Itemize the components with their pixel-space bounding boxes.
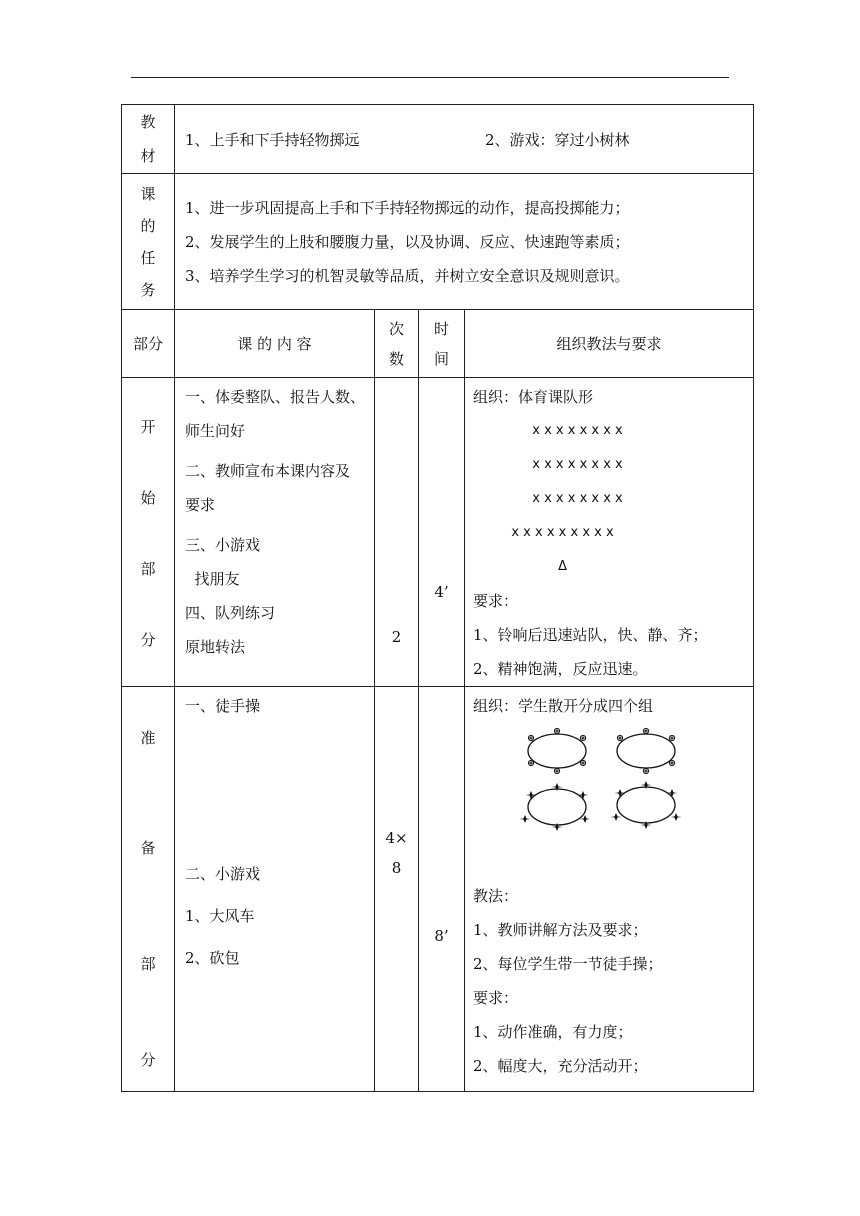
material-label <box>122 105 175 174</box>
column-header-row <box>122 310 754 378</box>
prep-label-char: 准 <box>140 729 156 747</box>
start-times: 2 <box>375 378 419 687</box>
prep-times-part: 8 <box>391 859 402 877</box>
header-times-char: 次 <box>388 319 404 338</box>
prep-method-title: 教法： <box>473 887 519 905</box>
start-section-row <box>122 378 754 687</box>
prep-req-line: 2、幅度大，充分活动开； <box>473 1057 648 1075</box>
prep-method-line: 2、每位学生带一节徒手操； <box>473 955 663 973</box>
task-label-char: 的 <box>140 216 156 235</box>
start-req-line: 2、精神饱满，反应迅速。 <box>473 660 648 678</box>
start-content-line: 原地转法 <box>185 638 246 656</box>
material-label-char: 材 <box>140 147 156 165</box>
task-row <box>122 174 754 310</box>
prep-content-line: 1、大风车 <box>185 907 255 925</box>
class-formation <box>473 414 747 584</box>
student-marks-top <box>528 728 674 773</box>
formation-row: x x x x x x x x <box>532 423 623 438</box>
task-label <box>122 174 175 310</box>
prep-req-line: 1、动作准确，有力度； <box>473 1023 633 1041</box>
prep-req-title: 要求： <box>473 989 519 1007</box>
header-duration <box>419 310 465 378</box>
prep-label-char: 备 <box>140 839 156 857</box>
start-org-title: 组织：体育课队形 <box>473 388 594 406</box>
start-label <box>122 378 175 687</box>
task-line: 1、进一步巩固提高上手和下手持轻物掷远的动作，提高投掷能力； <box>185 198 630 217</box>
prep-label <box>122 687 175 1092</box>
start-label-char: 分 <box>140 631 156 649</box>
start-req-line: 1、铃响后迅速站队，快、静、齐； <box>473 626 708 644</box>
formation-row: x x x x x x x x <box>532 491 623 506</box>
header-rule <box>131 77 729 78</box>
header-method: 组织教法与要求 <box>465 310 754 378</box>
start-content-line: 三、小游戏 <box>185 536 261 554</box>
task-line: 3、培养学生学习的机智灵敏等品质，并树立安全意识及规则意识。 <box>185 266 630 285</box>
start-label-char: 开 <box>140 418 156 436</box>
task-label-char: 务 <box>140 280 156 299</box>
formation-row: x x x x x x x x x <box>511 525 614 540</box>
start-req-title: 要求： <box>473 592 519 610</box>
four-groups-diagram <box>473 723 748 839</box>
start-content <box>175 378 375 687</box>
prep-content-line: 二、小游戏 <box>185 865 261 883</box>
prep-org-title: 组织：学生散开分成四个组 <box>473 697 654 715</box>
start-content-line: 找朋友 <box>185 570 240 588</box>
material-label-char: 教 <box>140 113 156 131</box>
material-item-1: 1、上手和下手持轻物掷远 <box>185 130 360 149</box>
prep-method <box>465 687 754 1092</box>
header-content: 课 的 内 容 <box>175 310 375 378</box>
start-content-line: 一、体委整队、报告人数、 <box>185 388 366 406</box>
header-times <box>375 310 419 378</box>
prep-label-char: 部 <box>140 955 156 973</box>
start-content-line: 四、队列练习 <box>185 604 276 622</box>
teacher-mark: Δ <box>558 559 567 574</box>
prep-duration: 8’ <box>419 687 465 1092</box>
start-duration: 4’ <box>419 378 465 687</box>
lesson-plan-table <box>121 104 754 1092</box>
header-times-char: 数 <box>388 349 404 368</box>
prep-content-line: 2、砍包 <box>185 949 240 967</box>
prep-method-line: 1、教师讲解方法及要求； <box>473 921 648 939</box>
task-label-char: 课 <box>140 184 156 203</box>
start-content-line: 要求 <box>185 496 216 514</box>
task-line: 2、发展学生的上肢和腰腹力量，以及协调、反应、快速跑等素质； <box>185 232 630 251</box>
prep-section-row <box>122 687 754 1092</box>
header-duration-char: 间 <box>433 349 449 368</box>
start-label-char: 始 <box>140 489 156 507</box>
prep-times-part: 4× <box>385 829 408 847</box>
prep-content-line: 一、徒手操 <box>185 697 261 715</box>
start-method <box>465 378 754 687</box>
group-circle <box>528 789 586 825</box>
material-item-2: 2、游戏：穿过小树林 <box>485 130 630 149</box>
group-circle <box>617 787 675 823</box>
material-row <box>122 105 754 174</box>
task-label-char: 任 <box>140 248 156 267</box>
start-label-char: 部 <box>140 560 156 578</box>
header-duration-char: 时 <box>433 319 449 338</box>
group-circle <box>528 734 586 768</box>
header-part: 部分 <box>122 310 175 378</box>
prep-times <box>375 687 419 1092</box>
material-content <box>175 105 754 174</box>
group-circle <box>617 734 675 768</box>
formation-row: x x x x x x x x <box>532 457 623 472</box>
prep-content <box>175 687 375 1092</box>
start-content-line: 二、教师宣布本课内容及 <box>185 462 351 480</box>
task-content <box>175 174 754 310</box>
start-content-line: 师生问好 <box>185 422 246 440</box>
prep-label-char: 分 <box>140 1051 156 1069</box>
